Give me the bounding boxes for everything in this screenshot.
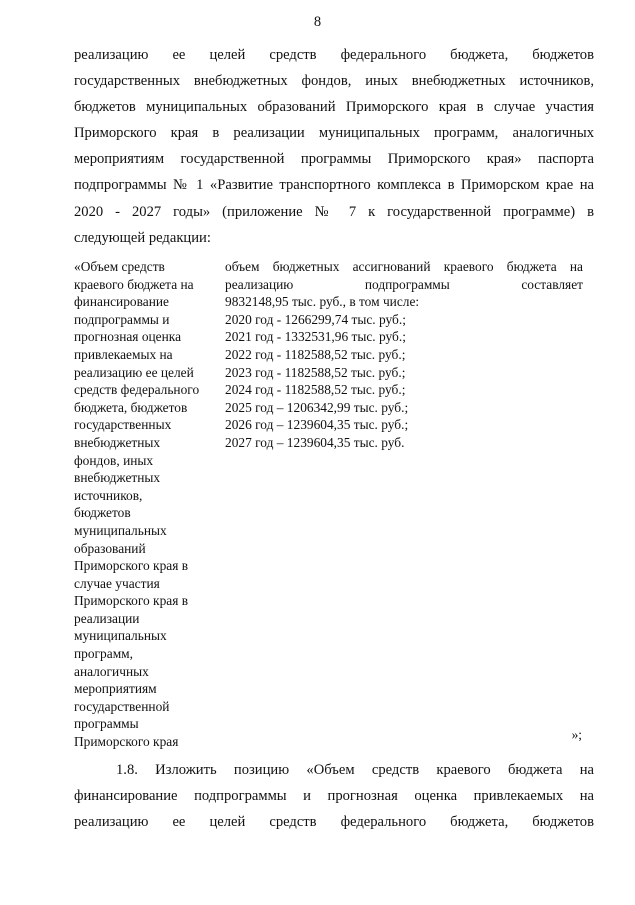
left-cell-line: муниципальных	[74, 522, 167, 538]
outro-line: реализацию ее целей средств федерального бюджета, бюджетов	[74, 814, 594, 831]
budget-year-line: 2020 год - 1266299,74 тыс. руб.;	[225, 311, 406, 327]
table-right-cell	[225, 258, 583, 452]
left-cell-line: реализацию ее целей	[74, 364, 194, 380]
intro-line: 2020 - 2027 годы» (приложение № 7 к государственной программе) в	[74, 203, 594, 220]
left-cell-line: муниципальных	[74, 628, 167, 644]
outro-paragraph	[74, 757, 594, 835]
intro-line: мероприятиям государственной программы Приморского края» паспорта	[74, 151, 594, 168]
left-cell-line: Приморского края	[74, 734, 179, 750]
page-number: 8	[313, 14, 322, 30]
left-cell-line: бюджетов	[74, 505, 131, 521]
left-cell-line: прогнозная оценка	[74, 329, 182, 345]
right-cell-line: 9832148,95 тыс. руб., в том числе:	[225, 294, 420, 310]
left-cell-line: внебюджетных	[74, 434, 161, 450]
left-cell-line: подпрограммы и	[74, 311, 170, 327]
budget-year-line: 2021 год - 1332531,96 тыс. руб.;	[225, 329, 406, 345]
left-cell-line: привлекаемых на	[74, 346, 173, 362]
left-cell-line: бюджета, бюджетов	[74, 399, 188, 415]
intro-line: реализацию ее целей средств федерального бюджета, бюджетов	[74, 47, 594, 63]
left-cell-line: краевого бюджета на	[74, 276, 194, 292]
left-cell-line: внебюджетных	[74, 470, 161, 486]
left-cell-line: аналогичных	[74, 663, 149, 679]
intro-line: подпрограммы № 1 «Развитие транспортного комплекса в Приморском крае на	[74, 177, 594, 194]
left-cell-line: государственной	[74, 698, 170, 714]
left-cell-line: финансирование	[74, 294, 169, 310]
intro-line: государственных внебюджетных фондов, иных внебюджетных источников,	[74, 73, 594, 90]
intro-line: следующей редакции:	[74, 229, 211, 246]
outro-line: финансирование подпрограммы и прогнозная оценка привлекаемых на	[74, 788, 594, 805]
left-cell-line: государственных	[74, 417, 172, 433]
intro-line: Приморского края в реализации муниципальных программ, аналогичных	[74, 125, 594, 142]
right-cell-line: объем бюджетных ассигнований краевого бюджета на	[225, 259, 583, 274]
left-cell-line: средств федерального	[74, 382, 200, 398]
intro-line: бюджетов муниципальных образований Приморского края в случае участия	[74, 99, 594, 116]
left-cell-line: Приморского края в	[74, 558, 189, 574]
left-cell-line: образований	[74, 540, 146, 556]
budget-year-line: 2027 год – 1239604,35 тыс. руб.	[225, 434, 405, 450]
left-cell-line: мероприятиям	[74, 681, 157, 697]
left-cell-line: источников,	[74, 487, 143, 503]
right-cell-line: реализацию подпрограммы составляет	[225, 276, 583, 292]
left-cell-line: реализации	[74, 610, 140, 626]
intro-paragraph	[74, 42, 594, 251]
budget-year-line: 2023 год - 1182588,52 тыс. руб.;	[225, 364, 406, 380]
left-cell-line: случае участия	[74, 575, 160, 591]
budget-year-line: 2026 год – 1239604,35 тыс. руб.;	[225, 417, 409, 433]
table-left-cell	[74, 258, 216, 751]
outro-line: 1.8. Изложить позицию «Объем средств краевого бюджета на	[116, 762, 594, 778]
budget-year-line: 2024 год - 1182588,52 тыс. руб.;	[225, 382, 406, 398]
left-cell-line: Приморского края в	[74, 593, 189, 609]
left-cell-line: программ,	[74, 646, 133, 662]
closing-quote: »;	[571, 727, 582, 742]
budget-year-line: 2025 год – 1206342,99 тыс. руб.;	[225, 399, 409, 415]
left-cell-line: программы	[74, 716, 139, 732]
budget-year-line: 2022 год - 1182588,52 тыс. руб.;	[225, 346, 406, 362]
left-cell-line: фондов, иных	[74, 452, 154, 468]
left-cell-line: «Объем средств	[74, 259, 165, 274]
